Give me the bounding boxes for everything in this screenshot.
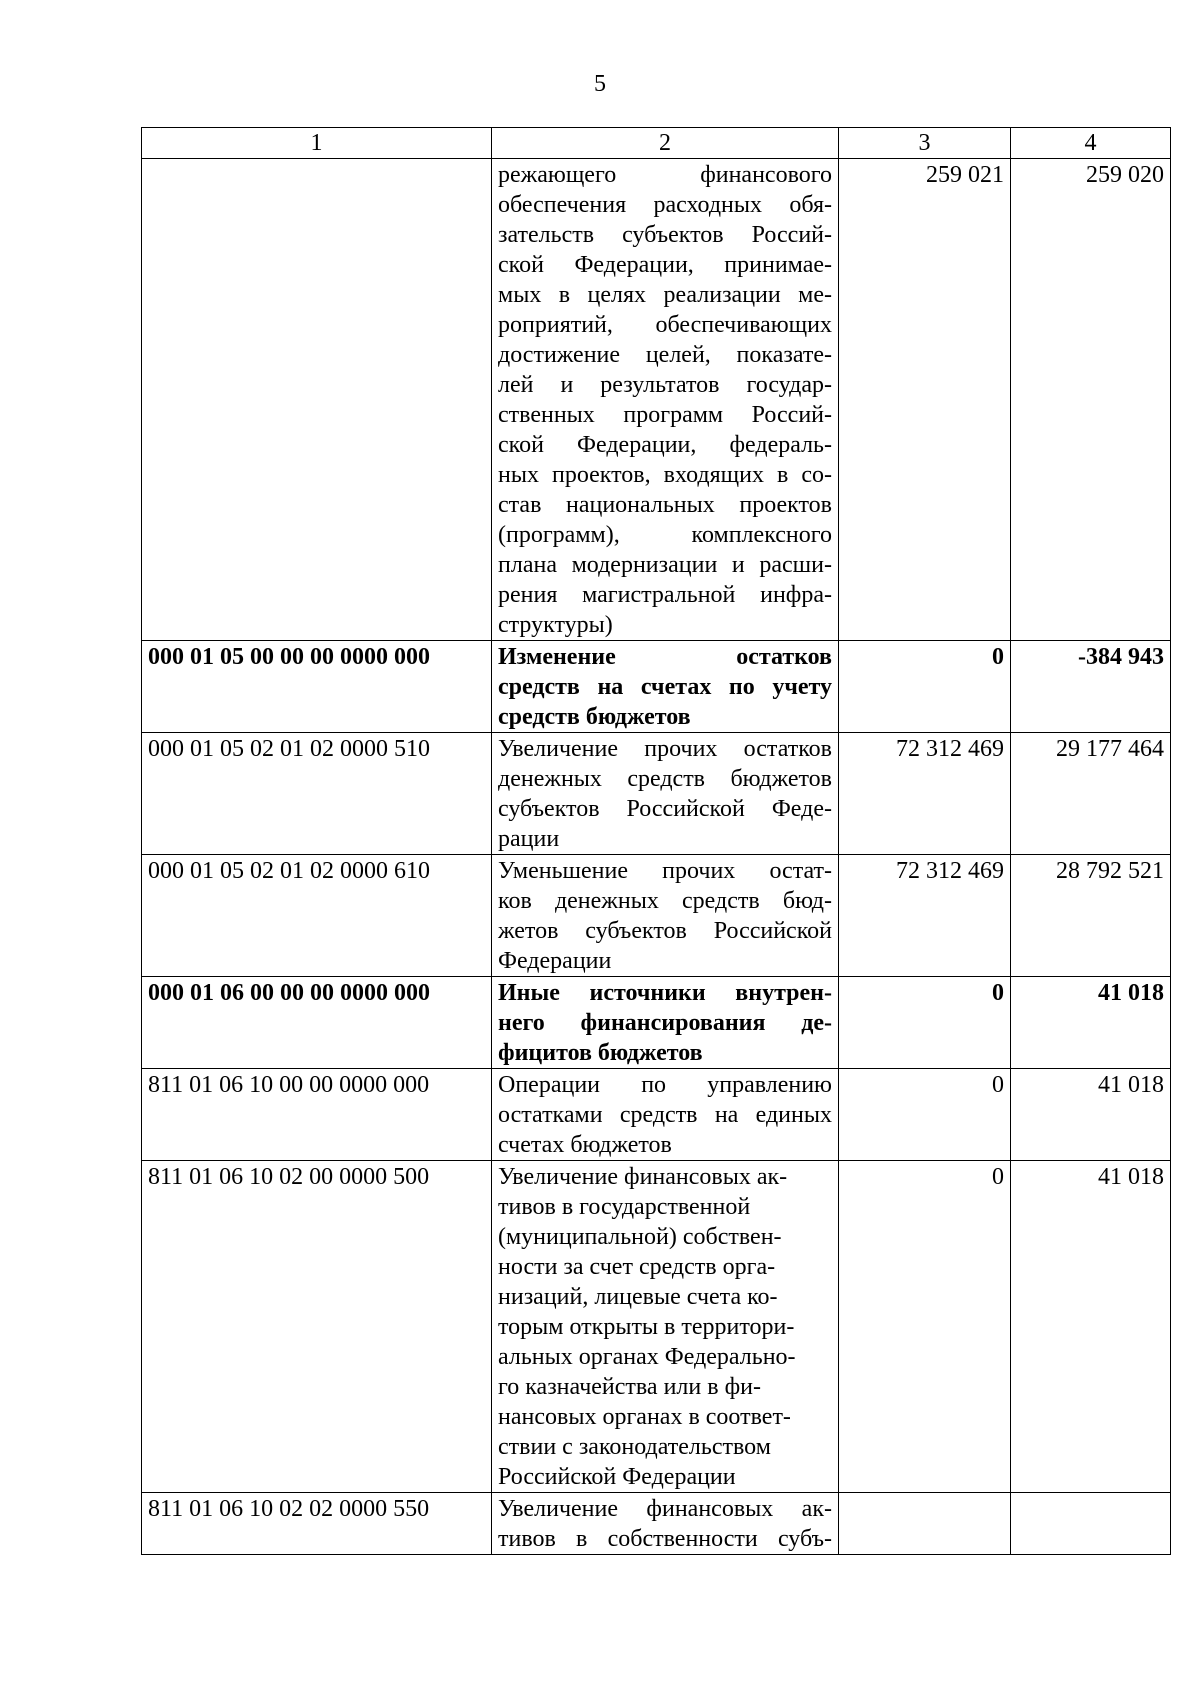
description-line: Уменьшение прочих остат- bbox=[498, 858, 832, 884]
description-line: Федерации bbox=[498, 948, 612, 974]
amount-col-4 bbox=[1011, 1493, 1171, 1555]
description-line: ственных программ Россий- bbox=[498, 402, 832, 428]
description-line: Увеличение финансовых ак- bbox=[498, 1496, 832, 1522]
amount-col-3: 72 312 469 bbox=[839, 855, 1011, 977]
description-line: Иные источники внутрен- bbox=[498, 980, 832, 1006]
table-row bbox=[142, 855, 1171, 977]
description-line: него финансирования де- bbox=[498, 1010, 832, 1036]
source-description bbox=[492, 733, 839, 855]
page-number: 5 bbox=[594, 71, 606, 97]
amount-col-3: 0 bbox=[839, 641, 1011, 733]
description-line: Операции по управлению bbox=[498, 1072, 832, 1098]
table-row bbox=[142, 1493, 1171, 1555]
description-line: альных органах Федерально- bbox=[498, 1344, 796, 1370]
table-row bbox=[142, 977, 1171, 1069]
description-line: фицитов бюджетов bbox=[498, 1040, 703, 1066]
description-line: рации bbox=[498, 826, 560, 852]
description-line: достижение целей, показате- bbox=[498, 342, 832, 368]
description-line: ской Федерации, принимае- bbox=[498, 252, 832, 278]
description-line: остатками средств на единых bbox=[498, 1102, 832, 1128]
description-line: обеспечения расходных обя- bbox=[498, 192, 832, 218]
source-description bbox=[492, 641, 839, 733]
table-header-row bbox=[142, 128, 1171, 159]
description-line: Увеличение финансовых ак- bbox=[498, 1164, 788, 1190]
amount-col-4: 41 018 bbox=[1011, 1069, 1171, 1161]
description-line: ности за счет средств орга- bbox=[498, 1254, 776, 1280]
description-line: роприятий, обеспечивающих bbox=[498, 312, 832, 338]
description-line: ков денежных средств бюд- bbox=[498, 888, 832, 914]
classification-code bbox=[142, 159, 492, 641]
description-line: жетов субъектов Российской bbox=[498, 918, 832, 944]
classification-code: 811 01 06 10 00 00 0000 000 bbox=[142, 1069, 492, 1161]
description-line: тивов в государственной bbox=[498, 1194, 751, 1220]
source-description bbox=[492, 159, 839, 641]
description-line: средств на счетах по учету bbox=[498, 674, 832, 700]
amount-col-3: 0 bbox=[839, 1069, 1011, 1161]
classification-code: 000 01 05 02 01 02 0000 610 bbox=[142, 855, 492, 977]
table-body bbox=[142, 159, 1171, 1555]
classification-code: 811 01 06 10 02 00 0000 500 bbox=[142, 1161, 492, 1493]
description-line: лей и результатов государ- bbox=[498, 372, 832, 398]
table-row bbox=[142, 159, 1171, 641]
description-line: средств бюджетов bbox=[498, 704, 691, 730]
table-row bbox=[142, 641, 1171, 733]
description-line: нансовых органах в соответ- bbox=[498, 1404, 791, 1430]
description-line: плана модернизации и расши- bbox=[498, 552, 832, 578]
description-line: субъектов Российской Феде- bbox=[498, 796, 832, 822]
description-line: ных проектов, входящих в со- bbox=[498, 462, 832, 488]
classification-code: 000 01 06 00 00 00 0000 000 bbox=[142, 977, 492, 1069]
amount-col-3 bbox=[839, 1493, 1011, 1555]
description-line: ской Федерации, федераль- bbox=[498, 432, 832, 458]
description-line: Российской Федерации bbox=[498, 1464, 736, 1490]
source-description bbox=[492, 1161, 839, 1493]
description-line: тивов в собственности субъ- bbox=[498, 1526, 832, 1552]
amount-col-4: 28 792 521 bbox=[1011, 855, 1171, 977]
description-line: торым открыты в территори- bbox=[498, 1314, 795, 1340]
amount-col-4: 29 177 464 bbox=[1011, 733, 1171, 855]
amount-col-3: 72 312 469 bbox=[839, 733, 1011, 855]
table-row bbox=[142, 1161, 1171, 1493]
column-header-4: 4 bbox=[1011, 128, 1171, 159]
budget-sources-table bbox=[141, 127, 1171, 1555]
amount-col-4: -384 943 bbox=[1011, 641, 1171, 733]
column-header-3: 3 bbox=[839, 128, 1011, 159]
description-line: го казначейства или в фи- bbox=[498, 1374, 761, 1400]
table-header bbox=[142, 128, 1171, 159]
description-line: структуры) bbox=[498, 612, 613, 638]
column-header-2: 2 bbox=[492, 128, 839, 159]
description-line: мых в целях реализации ме- bbox=[498, 282, 832, 308]
source-description bbox=[492, 1069, 839, 1161]
description-line: режающего финансового bbox=[498, 162, 832, 188]
classification-code: 811 01 06 10 02 02 0000 550 bbox=[142, 1493, 492, 1555]
description-line: ствии с законодательством bbox=[498, 1434, 771, 1460]
description-line: низаций, лицевые счета ко- bbox=[498, 1284, 778, 1310]
description-line: денежных средств бюджетов bbox=[498, 766, 832, 792]
source-description bbox=[492, 1493, 839, 1555]
description-line: Увеличение прочих остатков bbox=[498, 736, 832, 762]
description-line: счетах бюджетов bbox=[498, 1132, 672, 1158]
description-line: рения магистральной инфра- bbox=[498, 582, 832, 608]
amount-col-3: 0 bbox=[839, 1161, 1011, 1493]
description-line: зательств субъектов Россий- bbox=[498, 222, 832, 248]
amount-col-4: 41 018 bbox=[1011, 1161, 1171, 1493]
classification-code: 000 01 05 02 01 02 0000 510 bbox=[142, 733, 492, 855]
column-header-1: 1 bbox=[142, 128, 492, 159]
amount-col-3: 259 021 bbox=[839, 159, 1011, 641]
description-line: (муниципальной) собствен- bbox=[498, 1224, 782, 1250]
source-description bbox=[492, 977, 839, 1069]
source-description bbox=[492, 855, 839, 977]
amount-col-3: 0 bbox=[839, 977, 1011, 1069]
description-line: став национальных проектов bbox=[498, 492, 832, 518]
amount-col-4: 41 018 bbox=[1011, 977, 1171, 1069]
table-row bbox=[142, 1069, 1171, 1161]
amount-col-4: 259 020 bbox=[1011, 159, 1171, 641]
description-line: Изменение остатков bbox=[498, 644, 832, 670]
classification-code: 000 01 05 00 00 00 0000 000 bbox=[142, 641, 492, 733]
table-row bbox=[142, 733, 1171, 855]
description-line: (программ), комплексного bbox=[498, 522, 832, 548]
